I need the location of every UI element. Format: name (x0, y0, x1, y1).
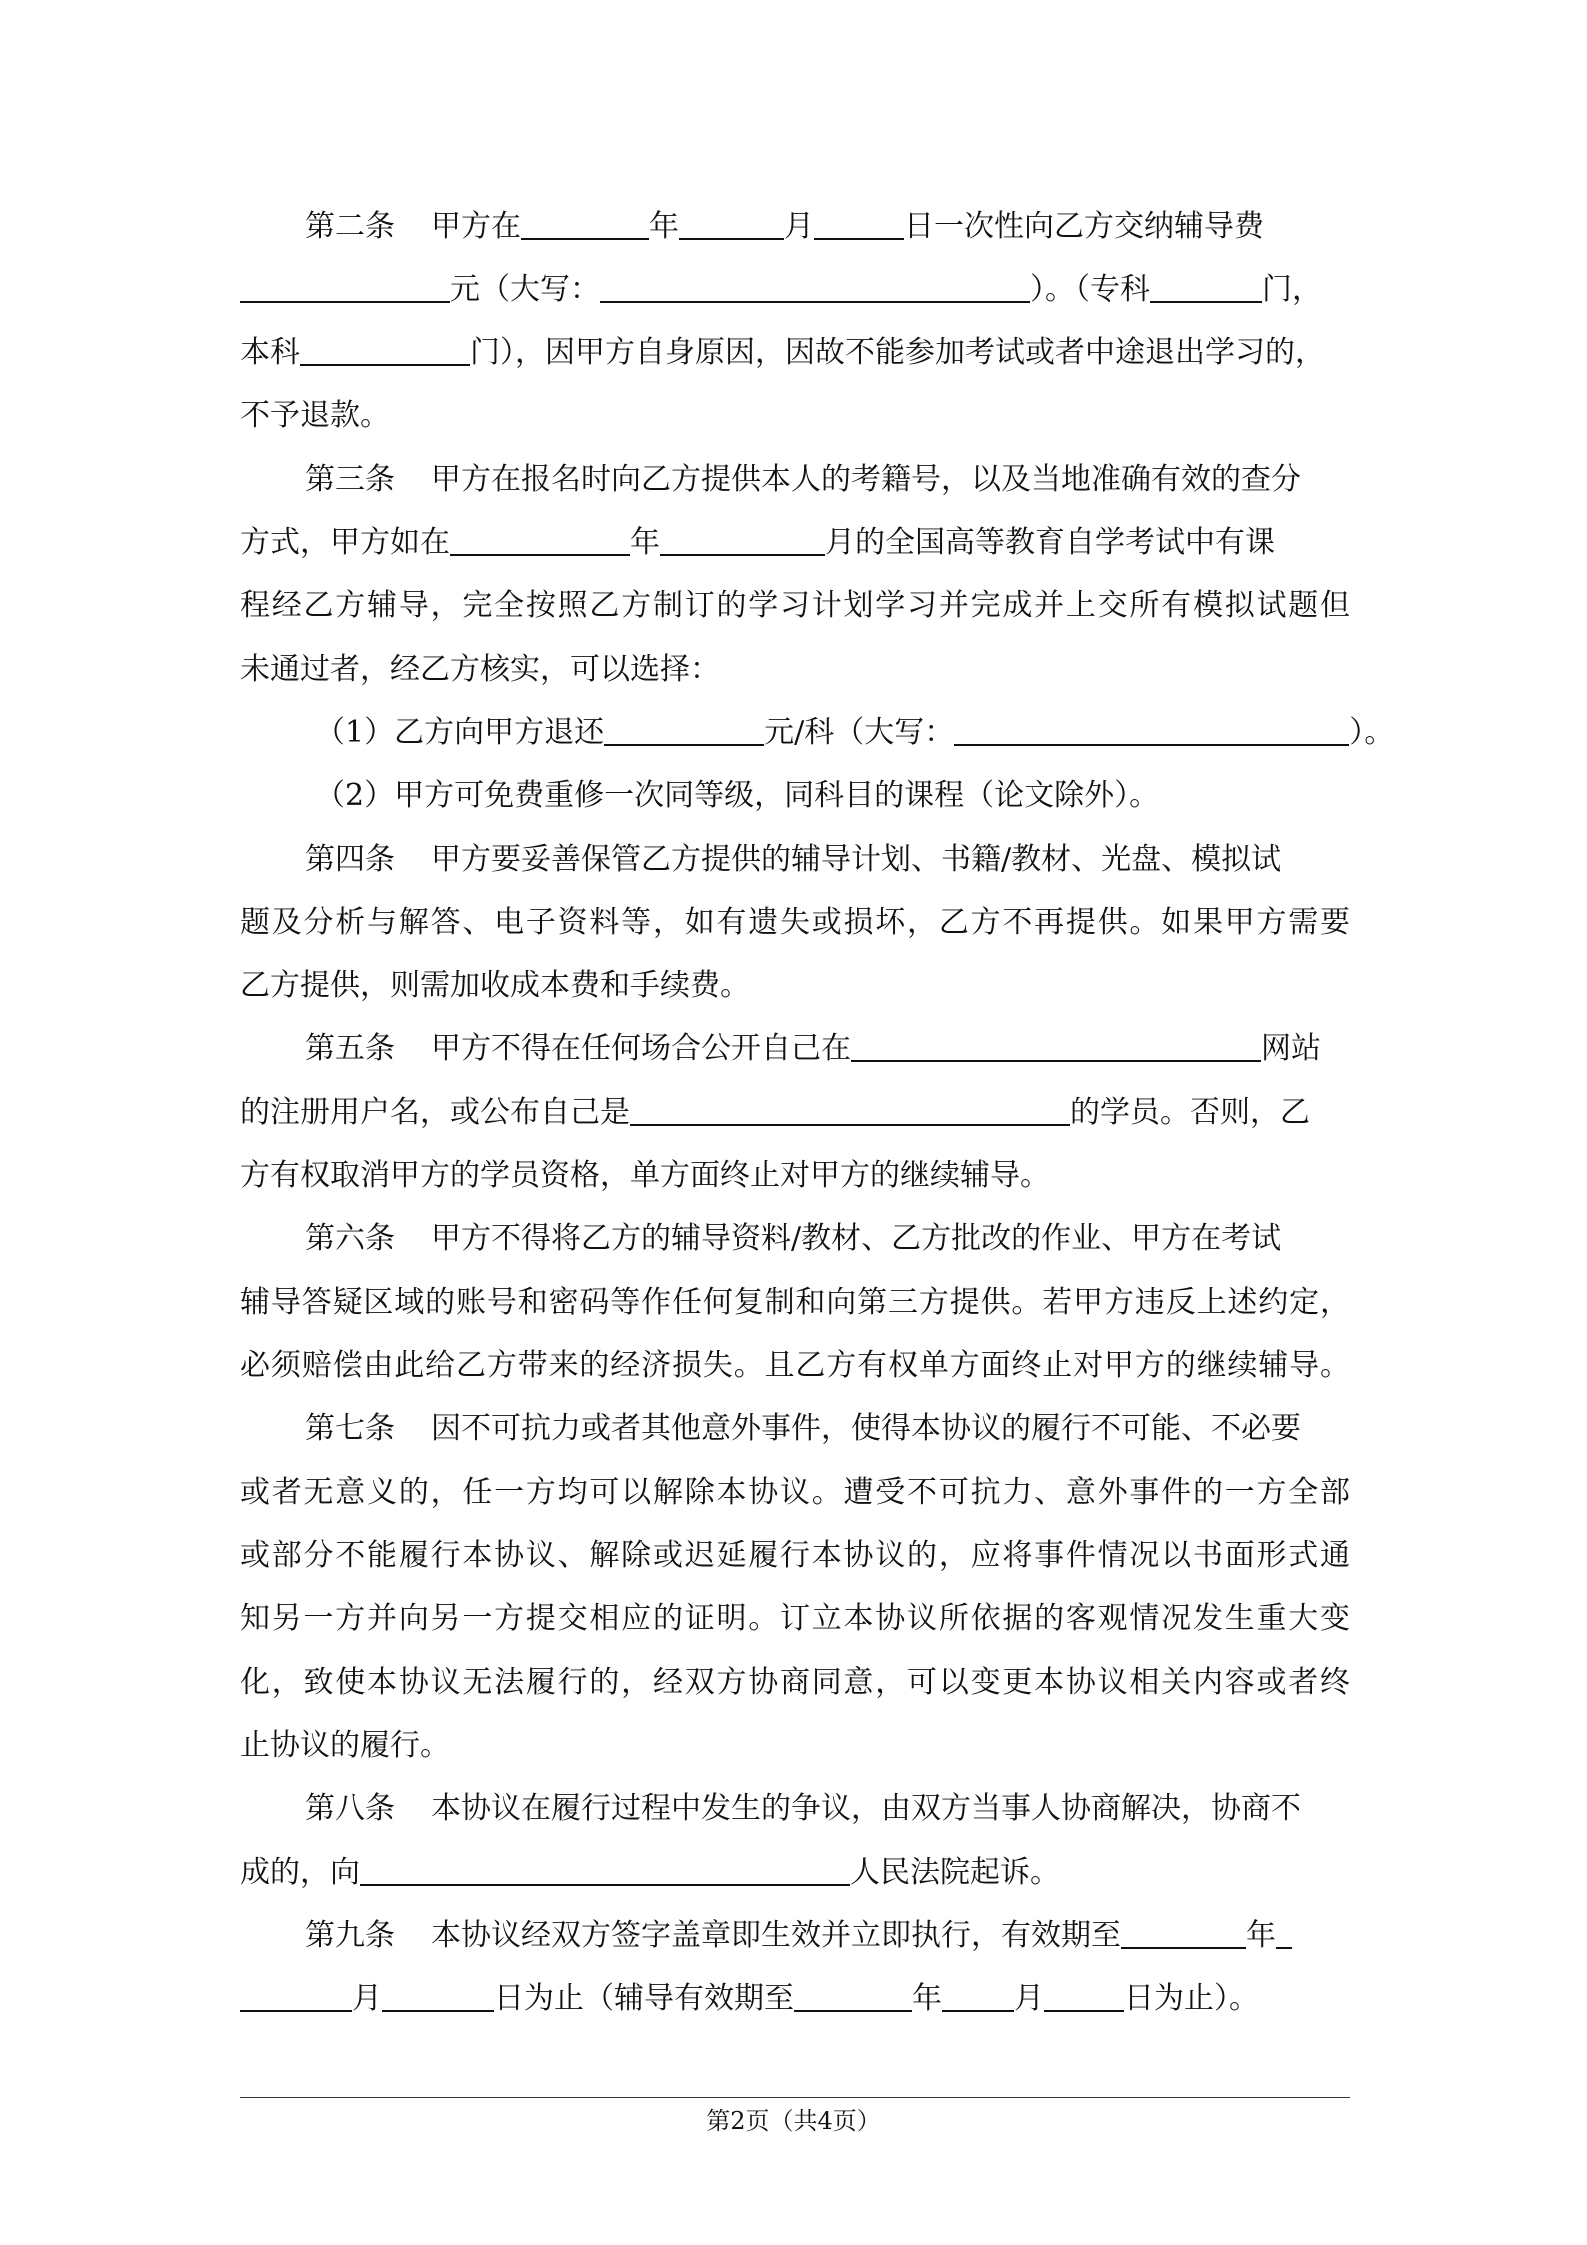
text: 辅导答疑区域的账号和密码等作任何复制和向第三方提供。若甲方违反上述约定， (240, 1285, 1350, 1320)
clause-9-line-1 (305, 1916, 1350, 1956)
clause-3-line-2 (240, 523, 1350, 563)
clause-number: 第二条 (305, 209, 395, 244)
blank-zhuanke-count[interactable] (1150, 273, 1262, 303)
clause-number: 第三条 (305, 462, 395, 497)
clause-7-line-6 (240, 1726, 1350, 1766)
text: 甲方要妥善保管乙方提供的辅导计划、书籍/教材、光盘、模拟试 (431, 842, 1282, 877)
text: ）。（专科 (1030, 272, 1150, 307)
text: 必须赔偿由此给乙方带来的经济损失。且乙方有权单方面终止对甲方的继续辅导。 (240, 1348, 1350, 1383)
text: 甲方在 (431, 209, 521, 244)
blank-valid-day[interactable] (382, 1982, 494, 2012)
blank-year[interactable] (521, 210, 649, 240)
clause-number: 第七条 (305, 1411, 395, 1446)
clause-6-line-3 (240, 1346, 1350, 1386)
clause-2-line-2 (240, 270, 1350, 310)
text: 的学员。否则，乙 (1070, 1095, 1310, 1130)
text: 甲方不得将乙方的辅导资料/教材、乙方批改的作业、甲方在考试 (431, 1221, 1282, 1256)
clause-8-line-1 (305, 1789, 1350, 1829)
clause-3-line-3 (240, 586, 1350, 626)
blank-exam-month[interactable] (660, 526, 825, 556)
text: （2）甲方可免费重修一次同等级，同科目的课程（论文除外）。 (315, 778, 1160, 813)
footer-divider (240, 2097, 1350, 2098)
blank-refund-uppercase[interactable] (954, 716, 1349, 746)
text: 人民法院起诉。 (850, 1855, 1060, 1890)
text: 月 (1014, 1981, 1044, 2016)
clause-5-line-2 (240, 1093, 1350, 1133)
blank-tutoring-month[interactable] (942, 1982, 1014, 2012)
clause-7-line-3 (240, 1536, 1350, 1576)
text: 月 (784, 209, 814, 244)
blank-valid-month[interactable] (240, 1982, 352, 2012)
clause-5-line-3 (240, 1156, 1350, 1196)
blank-valid-year[interactable] (1121, 1919, 1246, 1949)
text: 方有权取消甲方的学员资格，单方面终止对甲方的继续辅导。 (240, 1158, 1050, 1193)
text: 年 (1246, 1918, 1276, 1953)
blank-fee-amount[interactable] (240, 273, 450, 303)
blank-website[interactable] (851, 1032, 1261, 1062)
text: 年 (912, 1981, 942, 2016)
clause-4-line-1 (305, 840, 1350, 880)
clause-7-line-2 (240, 1473, 1350, 1513)
text: 本协议经双方签字盖章即生效并立即执行，有效期至 (431, 1918, 1121, 1953)
clause-number: 第六条 (305, 1221, 395, 1256)
blank-benke-count[interactable] (300, 336, 470, 366)
clause-7-line-4 (240, 1599, 1350, 1639)
text: 知另一方并向另一方提交相应的证明。订立本协议所依据的客观情况发生重大变 (240, 1601, 1350, 1636)
clause-7-line-1 (305, 1409, 1350, 1449)
text: 程经乙方辅导，完全按照乙方制订的学习计划学习并完成并上交所有模拟试题但 (240, 588, 1350, 623)
clause-number: 第四条 (305, 842, 395, 877)
text: 或部分不能履行本协议、解除或迟延履行本协议的，应将事件情况以书面形式通 (240, 1538, 1350, 1573)
clause-3-line-1 (305, 460, 1350, 500)
clause-2-line-3 (240, 333, 1350, 373)
text: ）。 (1349, 715, 1395, 750)
text: 月 (352, 1981, 382, 2016)
text: 的注册用户名，或公布自己是 (240, 1095, 630, 1130)
text: 止协议的履行。 (240, 1728, 450, 1763)
clause-5-line-1 (305, 1029, 1350, 1069)
text: （1）乙方向甲方退还 (315, 715, 605, 750)
clause-9-line-2 (240, 1979, 1350, 2019)
text: 元（大写： (450, 272, 600, 307)
blank-fee-uppercase[interactable] (600, 273, 1030, 303)
text: 方式，甲方如在 (240, 525, 450, 560)
text: 年 (649, 209, 679, 244)
clause-4-line-3 (240, 966, 1350, 1006)
blank-court[interactable] (360, 1856, 850, 1886)
text: 本科 (240, 335, 300, 370)
text: 元/科（大写： (764, 715, 955, 750)
text: 化，致使本协议无法履行的，经双方协商同意，可以变更本协议相关内容或者终 (240, 1665, 1350, 1700)
clause-6-line-1 (305, 1219, 1350, 1259)
blank-valid-year-tail (1276, 1919, 1292, 1949)
text: 门， (1262, 272, 1322, 307)
page-number: 第2页（共4页） (706, 2107, 881, 2135)
clause-3-option-2 (315, 776, 1350, 816)
blank-exam-year[interactable] (450, 526, 630, 556)
text: 题及分析与解答、电子资料等，如有遗失或损坏，乙方不再提供。如果甲方需要 (240, 905, 1350, 940)
text: 未通过者，经乙方核实，可以选择： (240, 652, 720, 687)
clause-8-line-2 (240, 1853, 1350, 1893)
text: 不予退款。 (240, 398, 390, 433)
clause-2-line-1 (305, 207, 1350, 247)
text: 年 (630, 525, 660, 560)
clause-number: 第八条 (305, 1791, 395, 1826)
text: 因不可抗力或者其他意外事件，使得本协议的履行不可能、不必要 (431, 1411, 1301, 1446)
blank-month[interactable] (679, 210, 784, 240)
clause-number: 第五条 (305, 1031, 395, 1066)
text: 成的，向 (240, 1855, 360, 1890)
clause-4-line-2 (240, 903, 1350, 943)
clause-3-line-4 (240, 650, 1350, 690)
blank-tutoring-day[interactable] (1044, 1982, 1124, 2012)
text: 门），因甲方自身原因，因故不能参加考试或者中途退出学习的， (470, 335, 1325, 370)
text: 日为止（辅导有效期至 (494, 1981, 794, 2016)
blank-tutoring-year[interactable] (794, 1982, 912, 2012)
text: 或者无意义的，任一方均可以解除本协议。遭受不可抗力、意外事件的一方全部 (240, 1475, 1350, 1510)
blank-refund-amount[interactable] (604, 716, 764, 746)
text: 甲方不得在任何场合公开自己在 (431, 1031, 851, 1066)
blank-day[interactable] (814, 210, 904, 240)
text: 日一次性向乙方交纳辅导费 (904, 209, 1264, 244)
clause-6-line-2 (240, 1283, 1350, 1323)
text: 本协议在履行过程中发生的争议，由双方当事人协商解决，协商不 (431, 1791, 1301, 1826)
text: 乙方提供，则需加收成本费和手续费。 (240, 968, 750, 1003)
text: 日为止）。 (1124, 1981, 1259, 2016)
blank-organization[interactable] (630, 1096, 1070, 1126)
text: 甲方在报名时向乙方提供本人的考籍号，以及当地准确有效的查分 (431, 462, 1301, 497)
clause-number: 第九条 (305, 1918, 395, 1953)
clause-2-line-4 (240, 396, 1350, 436)
clause-7-line-5 (240, 1663, 1350, 1703)
text: 网站 (1261, 1031, 1321, 1066)
clause-3-option-1 (315, 713, 1395, 753)
text: 月的全国高等教育自学考试中有课 (825, 525, 1275, 560)
